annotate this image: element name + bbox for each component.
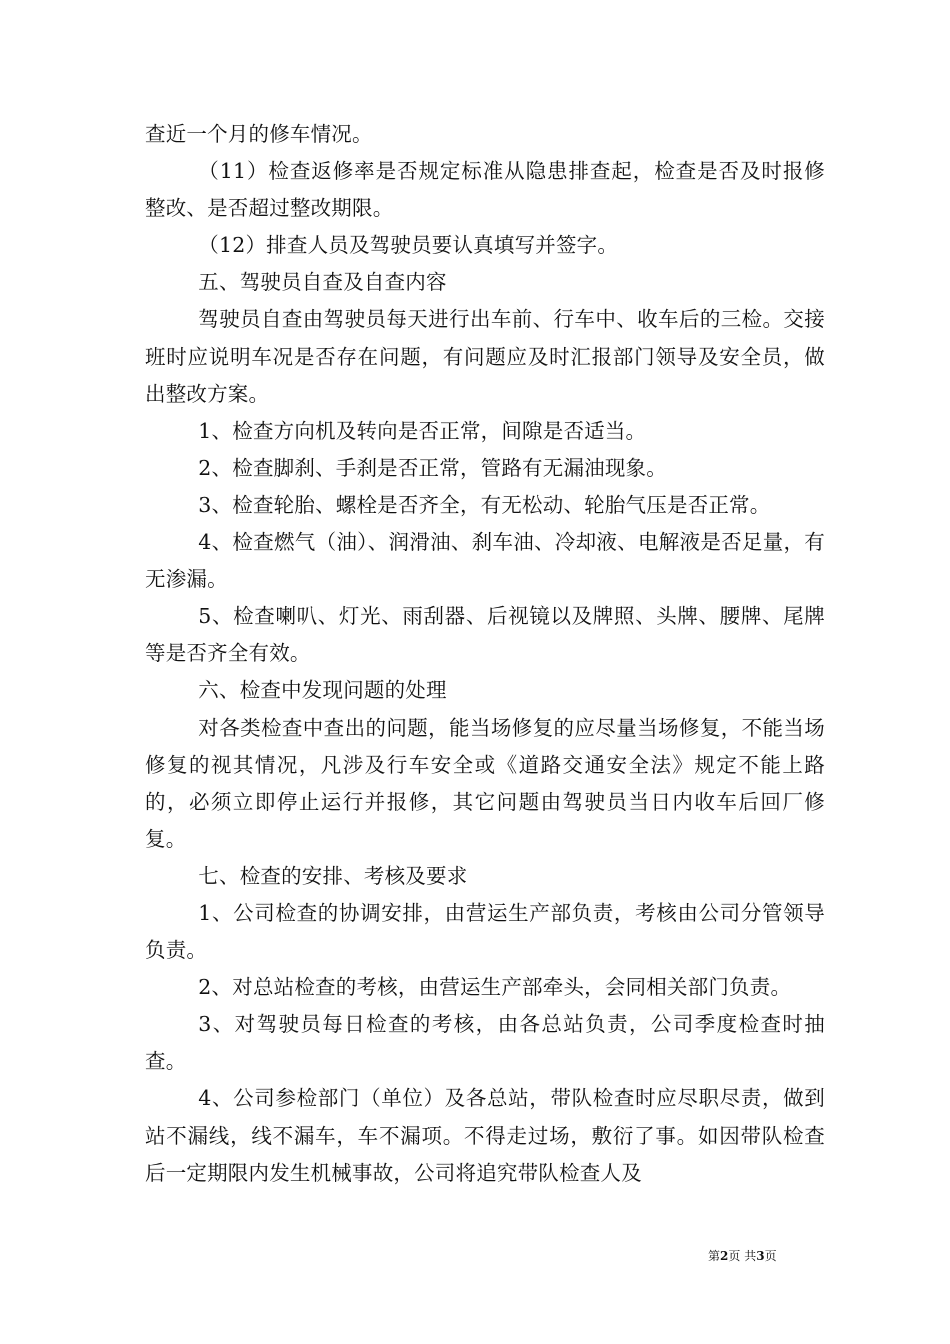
paragraph-check-1: 1、检查方向机及转向是否正常，间隙是否适当。 xyxy=(198,418,647,443)
paragraph-continuation: 查近一个月的修车情况。 xyxy=(145,122,373,146)
footer-middle: 页 共 xyxy=(728,1249,757,1263)
paragraph-check-2: 2、检查脚刹、手刹是否正常，管路有无漏油现象。 xyxy=(198,455,667,480)
paragraph-check-3: 3、检查轮胎、螺栓是否齐全，有无松动、轮胎气压是否正常。 xyxy=(198,492,771,517)
footer-suffix: 页 xyxy=(764,1249,777,1263)
paragraph-problem-handling: 对各类检查中查出的问题，能当场修复的应尽量当场修复，不能当场修复的视其情况，凡涉及行车安全或《道路交通安全法》规定不能上路的，必须立即停止运行并报修，其它问题由驾驶员当日内收车后回厂修复。 xyxy=(145,715,825,851)
page-footer xyxy=(708,1247,777,1264)
section-heading-5: 五、驾驶员自查及自查内容 xyxy=(198,270,447,295)
footer-total-pages: 3 xyxy=(756,1249,765,1263)
paragraph-requirement-4: 4、公司参检部门（单位）及各总站，带队检查时应尽职尽责，做到站不漏线，线不漏车，车不漏项。不得走过场，敷衍了事。如因带队检查后一定期限内发生机械事故，公司将追究带队检查人及 xyxy=(145,1086,825,1185)
paragraph-item-11: （11）检查返修率是否规定标准从隐患排查起，检查是否及时报修整改、是否超过整改期限。 xyxy=(145,159,825,221)
paragraph-requirement-2: 2、对总站检查的考核，由营运生产部牵头，会同相关部门负责。 xyxy=(198,975,792,1000)
document-body xyxy=(145,116,825,1192)
paragraph-requirement-3: 3、对驾驶员每日检查的考核，由各总站负责，公司季度检查时抽查。 xyxy=(145,1012,825,1074)
paragraph-item-12: （12）排查人员及驾驶员要认真填写并签字。 xyxy=(198,233,619,258)
paragraph-check-4: 4、检查燃气（油）、润滑油、刹车油、冷却液、电解液是否足量，有无渗漏。 xyxy=(145,530,825,592)
section-heading-7: 七、检查的安排、考核及要求 xyxy=(198,863,468,888)
paragraph-driver-self-check: 驾驶员自查由驾驶员每天进行出车前、行车中、收车后的三检。交接班时应说明车况是否存在问题，有问题应及时汇报部门领导及安全员，做出整改方案。 xyxy=(145,307,825,406)
paragraph-requirement-1: 1、公司检查的协调安排，由营运生产部负责，考核由公司分管领导负责。 xyxy=(145,900,825,963)
footer-page-number: 2 xyxy=(720,1249,729,1263)
section-heading-6: 六、检查中发现问题的处理 xyxy=(198,678,447,703)
paragraph-check-5: 5、检查喇叭、灯光、雨刮器、后视镜以及牌照、头牌、腰牌、尾牌等是否齐全有效。 xyxy=(145,604,825,666)
footer-prefix: 第 xyxy=(708,1249,721,1263)
